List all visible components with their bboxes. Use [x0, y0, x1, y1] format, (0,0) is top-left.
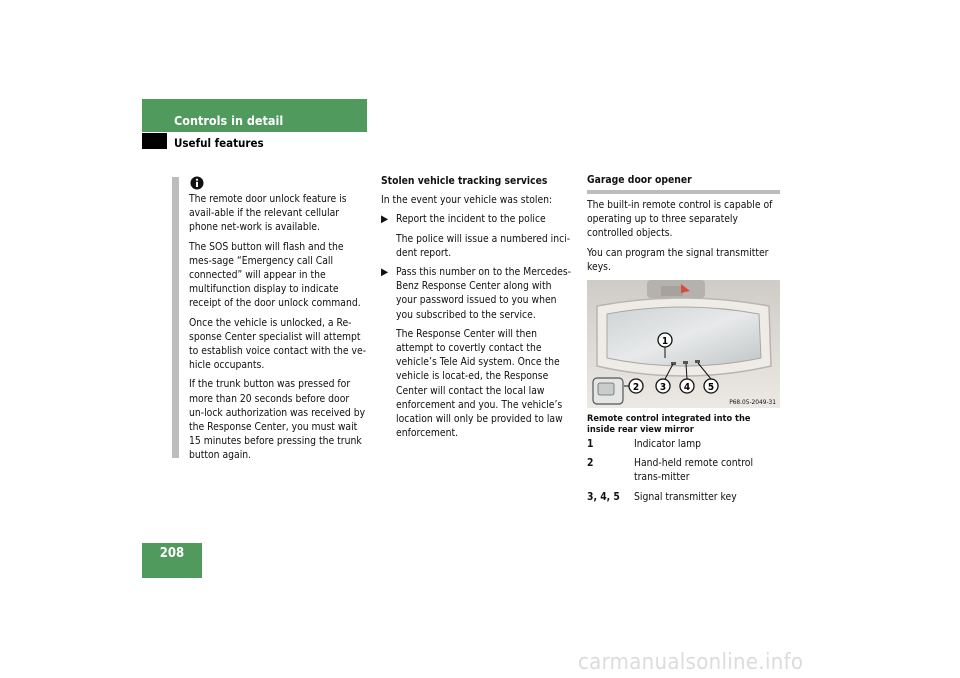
instruction-step	[381, 265, 573, 322]
note-paragraph: If the trunk button was pressed for more than 20 seconds before door un-lock authorization was received by the Response Center, you must wait 15 minutes before pressing the trunk button again.	[189, 378, 366, 462]
svg-text:1: 1	[661, 336, 669, 347]
note-bar	[172, 177, 179, 458]
figure-code: P68.05-2049-31	[729, 398, 776, 406]
legend-value: Signal transmitter key	[634, 490, 737, 503]
callout-2	[629, 379, 643, 393]
svg-text:4: 4	[683, 382, 691, 393]
garage-heading: Garage door opener	[587, 174, 780, 194]
garage-paragraph: The built-in remote control is capable of operating up to three separately controlled objects.	[587, 199, 773, 240]
info-note	[189, 192, 367, 468]
legend-value: Hand-held remote control trans-mitter	[634, 457, 754, 484]
callout-5	[704, 379, 718, 393]
legend-value: Indicator lamp	[634, 438, 702, 450]
legend-row	[587, 437, 783, 451]
legend-key: 1	[587, 438, 594, 450]
garage-text	[587, 198, 782, 279]
legend-key: 3, 4, 5	[587, 490, 620, 503]
figure-caption: Remote control integrated into the inside rear view mirror	[587, 413, 751, 435]
callout-4	[680, 379, 694, 393]
step-text: Report the incident to the police	[396, 213, 546, 226]
figure-legend	[587, 437, 783, 509]
legend-row	[587, 456, 783, 484]
tracking-intro: In the event your vehicle was stolen:	[381, 194, 553, 207]
note-paragraph: Once the vehicle is unlocked, a Re-sponse Center specialist will attempt to establish voice contact with the ve-hicle occupants.	[189, 316, 367, 372]
tracking-heading: Stolen vehicle tracking services	[381, 175, 548, 187]
page-number: 208	[159, 546, 185, 561]
step-text: Pass this number on to the Mercedes-Benz Response Center along with your password issued to you when you subscribed to the service.	[396, 266, 572, 321]
tracking-section	[381, 174, 573, 445]
legend-key: 2	[587, 457, 594, 470]
step-detail: The Response Center will then attempt to covertly contact the vehicle’s Tele Aid system. Once the vehicle is locat-ed, the Response Center will contact the local law enforcement and you. The vehicle’s location will only be provided to law enforcement.	[396, 327, 563, 440]
step-detail: The police will issue a numbered inci-dent report.	[396, 232, 571, 259]
watermark: carmanualsonline.info	[578, 650, 804, 675]
callout-3	[656, 379, 670, 393]
section-title: Controls in detail	[174, 113, 284, 128]
svg-text:2: 2	[632, 382, 640, 393]
garage-paragraph: You can program the signal transmitter keys.	[587, 246, 769, 273]
info-icon	[190, 176, 204, 190]
callout-1	[658, 333, 672, 347]
svg-text:3: 3	[659, 382, 667, 393]
section-subtitle: Useful features	[174, 136, 264, 150]
mirror-illustration	[587, 280, 780, 408]
legend-row	[587, 490, 783, 504]
instruction-step	[381, 212, 573, 226]
note-paragraph: The SOS button will flash and the mes-sage “Emergency call Call connected” will appear in the multifunction display to indicate receipt of the door unlock command.	[189, 240, 361, 310]
bullet-arrow-icon: ▶	[381, 213, 389, 226]
svg-text:5: 5	[707, 382, 715, 393]
header-marker	[142, 133, 167, 149]
remote-transmitter-icon	[593, 378, 623, 404]
note-paragraph: The remote door unlock feature is avail-able if the relevant cellular phone net-work is available.	[189, 193, 347, 234]
bullet-arrow-icon: ▶	[381, 266, 389, 279]
